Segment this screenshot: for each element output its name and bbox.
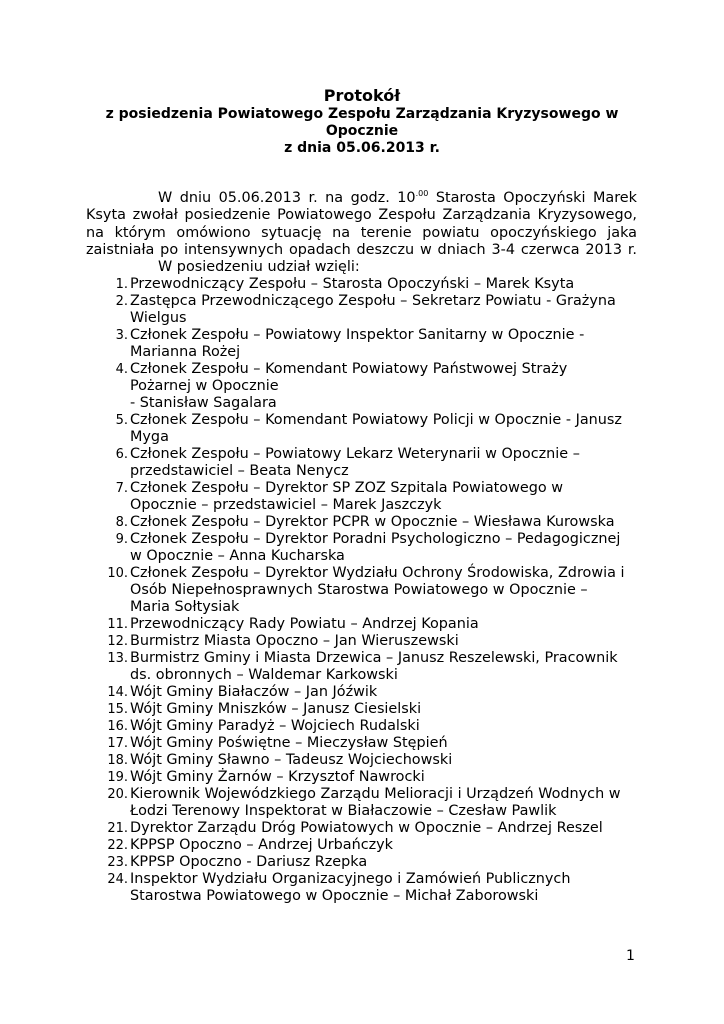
list-item-text: Kierownik Wojewódzkiego Zarządu Melioracji i Urządzeń Wodnych w Łodzi Terenowy Inspektorat w Białaczowie – Czesław Pawlik	[130, 786, 621, 819]
list-item	[86, 735, 646, 752]
document-date: z dnia 05.06.2013 r.	[284, 140, 440, 156]
list-item	[86, 786, 646, 820]
list-item	[86, 820, 646, 837]
list-item-number: 5.	[115, 413, 128, 428]
list-item	[86, 854, 646, 871]
list-item	[86, 650, 646, 684]
list-item-number: 11.	[107, 617, 128, 632]
list-item-number: 10.	[107, 566, 128, 581]
list-item	[86, 837, 646, 854]
list-item-text: Przewodniczący Rady Powiatu – Andrzej Kopania	[130, 616, 479, 632]
participants-lead: W posiedzeniu udział wzięli:	[158, 259, 360, 275]
list-item	[86, 276, 646, 293]
list-item	[86, 718, 646, 735]
list-item-number: 4.	[115, 362, 128, 377]
list-item	[86, 769, 646, 786]
list-item-number: 9.	[115, 532, 128, 547]
list-item-text: KPPSP Opoczno - Dariusz Rzepka	[130, 854, 368, 870]
intro-line-4: zaistniała po intensywnych opadach deszczu w dniach 3-4 czerwca 2013 r.	[86, 241, 637, 258]
intro-paragraph	[86, 190, 637, 259]
list-item	[86, 480, 646, 514]
list-item-text: Wójt Gminy Mniszków – Janusz Ciesielski	[130, 701, 422, 717]
list-item-number: 15.	[107, 702, 128, 717]
list-item-number: 20.	[107, 787, 128, 802]
list-item-text: Wójt Gminy Białaczów – Jan Jóźwik	[130, 684, 378, 700]
intro-line-3: na którym omówiono sytuację na terenie powiatu opoczyńskiego jaka	[86, 224, 637, 241]
list-item-text: Przewodniczący Zespołu – Starosta Opoczyński – Marek Ksyta	[130, 276, 575, 292]
list-item	[86, 565, 646, 616]
list-item-number: 18.	[107, 753, 128, 768]
intro-line-2: Ksyta zwołał posiedzenie Powiatowego Zespołu Zarządzania Kryzysowego,	[86, 207, 637, 224]
list-item-text: Dyrektor Zarządu Dróg Powiatowych w Opocznie – Andrzej Reszel	[130, 820, 603, 836]
page-number: 1	[626, 948, 635, 964]
list-item-text: Członek Zespołu – Powiatowy Lekarz Weterynarii w Opocznie – przedstawiciel – Beata Nenycz	[130, 446, 580, 479]
list-item-number: 7.	[115, 481, 128, 496]
list-item-number: 17.	[107, 736, 128, 751]
list-item-text: Burmistrz Gminy i Miasta Drzewica – Janusz Reszelewski, Pracownik ds. obronnych – Waldemar Karkowski	[130, 650, 618, 683]
list-item	[86, 514, 646, 531]
list-item	[86, 327, 646, 361]
intro-line-1: W dniu 05.06.2013 r. na godz. $10^{.00}$ Starosta Opoczyński Marek	[158, 189, 637, 206]
list-item-text: Członek Zespołu – Dyrektor PCPR w Opocznie – Wiesława Kurowska	[130, 514, 615, 530]
list-item-text: Członek Zespołu – Komendant Powiatowy Policji w Opocznie - Janusz Myga	[130, 412, 622, 445]
list-item-number: 2.	[115, 294, 128, 309]
list-item-number: 22.	[107, 838, 128, 853]
document-subtitle: z posiedzenia Powiatowego Zespołu Zarządzania Kryzysowego w Opocznie	[105, 106, 619, 139]
list-item-text: Burmistrz Miasta Opoczno – Jan Wieruszewski	[130, 633, 459, 649]
list-item-text: Wójt Gminy Żarnów – Krzysztof Nawrocki	[130, 769, 425, 785]
list-item-text: Członek Zespołu – Powiatowy Inspektor Sanitarny w Opocznie - Marianna Rożej	[130, 327, 585, 360]
list-item-number: 19.	[107, 770, 128, 785]
list-item	[86, 684, 646, 701]
list-item-number: 14.	[107, 685, 128, 700]
list-item	[86, 361, 646, 412]
list-item-number: 1.	[115, 277, 128, 292]
list-item	[86, 752, 646, 769]
list-item-text: Członek Zespołu – Dyrektor Wydziału Ochrony Środowiska, Zdrowia i Osób Niepełnosprawnych Starostwa Powiatowego w Opocznie – Maria Sołtysiak	[130, 565, 625, 615]
list-item	[86, 531, 646, 565]
list-item-text: Członek Zespołu – Dyrektor Poradni Psychologiczno – Pedagogicznej w Opocznie – Anna Kucharska	[130, 531, 621, 564]
list-item-text: Wójt Gminy Poświętne – Mieczysław Stępień	[130, 735, 448, 751]
list-item	[86, 446, 646, 480]
list-item-text: Inspektor Wydziału Organizacyjnego i Zamówień Publicznych Starostwa Powiatowego w Opocznie – Michał Zaborowski	[130, 871, 571, 904]
list-item-number: 21.	[107, 821, 128, 836]
list-item	[86, 633, 646, 650]
list-item	[86, 412, 646, 446]
participants-list	[86, 276, 646, 905]
list-item-text: Członek Zespołu – Komendant Powiatowy Państwowej Straży Pożarnej w Opocznie - Stanisław Sagalara	[130, 361, 568, 411]
list-item-number: 24.	[107, 872, 128, 887]
list-item	[86, 616, 646, 633]
list-item-number: 3.	[115, 328, 128, 343]
list-item-number: 23.	[107, 855, 128, 870]
list-item	[86, 701, 646, 718]
list-item-text: Wójt Gminy Paradyż – Wojciech Rudalski	[130, 718, 420, 734]
list-item-text: Członek Zespołu – Dyrektor SP ZOZ Szpitala Powiatowego w Opocznie – przedstawiciel – Marek Jaszczyk	[130, 480, 563, 513]
list-item-number: 12.	[107, 634, 128, 649]
list-item	[86, 293, 646, 327]
list-item-text: Wójt Gminy Sławno – Tadeusz Wojciechowski	[130, 752, 453, 768]
list-item-text: KPPSP Opoczno – Andrzej Urbańczyk	[130, 837, 394, 853]
list-item	[86, 871, 646, 905]
document-title: Protokół	[323, 86, 401, 105]
list-item-number: 16.	[107, 719, 128, 734]
list-item-text: Zastępca Przewodniczącego Zespołu – Sekretarz Powiatu - Grażyna Wielgus	[130, 293, 616, 326]
list-item-number: 8.	[115, 515, 128, 530]
list-item-number: 6.	[115, 447, 128, 462]
list-item-number: 13.	[107, 651, 128, 666]
